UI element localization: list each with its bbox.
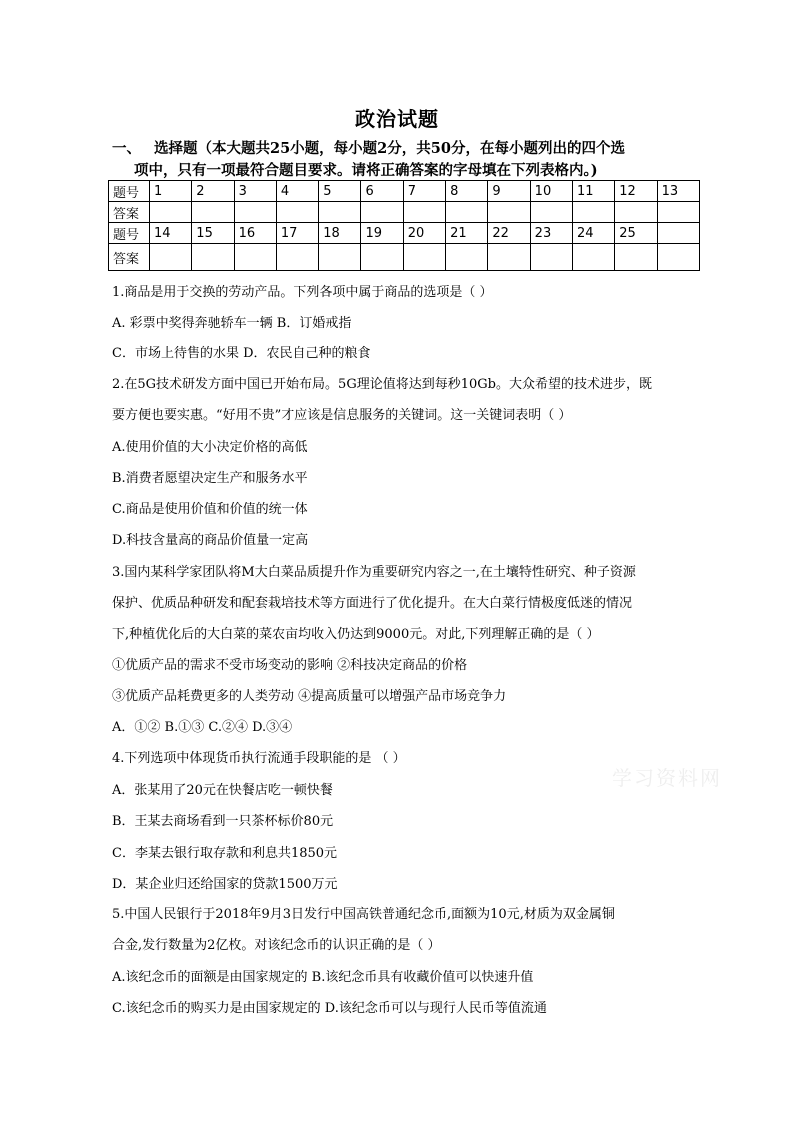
question-number-cell: 20: [403, 223, 445, 244]
answer-cell[interactable]: [488, 202, 530, 223]
answer-cell[interactable]: [192, 202, 234, 223]
question-number-cell: 19: [361, 223, 403, 244]
question-number-cell: 5: [319, 181, 361, 202]
question-number-cell: 1: [150, 181, 192, 202]
question-number-cell: 12: [615, 181, 657, 202]
table-row: [109, 202, 700, 223]
answer-cell[interactable]: [319, 202, 361, 223]
page-title: 政治试题: [355, 107, 439, 131]
answer-cell[interactable]: [572, 202, 614, 223]
answer-cell[interactable]: [615, 244, 657, 271]
question-5-stem-line1: 5.中国人民银行于2018年9月3日发行中国高铁普通纪念币,面额为10元,材质为双金属铜: [112, 907, 615, 922]
question-number-cell: 13: [657, 181, 699, 202]
question-number-cell: 15: [192, 223, 234, 244]
question-number-cell: 16: [234, 223, 276, 244]
answer-cell[interactable]: [657, 244, 699, 271]
answer-cell[interactable]: [403, 202, 445, 223]
question-3-statements-34: ③优质产品耗费更多的人类劳动 ④提高质量可以增强产品市场竞争力: [112, 689, 507, 704]
question-3-stem-line1: 3.国内某科学家团队将M大白菜品质提升作为重要研究内容之一,在土壤特性研究、种子资源: [112, 565, 636, 580]
answer-cell[interactable]: [572, 244, 614, 271]
question-5-options-ab: A.该纪念币的面额是由国家规定的 B.该纪念币具有收藏价值可以快速升值: [112, 970, 534, 985]
answer-cell[interactable]: [615, 202, 657, 223]
section-heading: [112, 138, 692, 160]
question-3-stem-line3: 下,种植优化后的大白菜的菜农亩均收入仍达到9000元。对此,下列理解正确的是（ ）: [112, 627, 600, 642]
answer-cell[interactable]: [361, 202, 403, 223]
question-4-option-a: A．张某用了20元在快餐店吃一顿快餐: [112, 783, 333, 798]
question-3-options: A．①② B.①③ C.②④ D.③④: [112, 720, 293, 735]
question-number-cell: [657, 223, 699, 244]
question-3-stem-line2: 保护、优质品种研发和配套栽培技术等方面进行了优化提升。在大白菜行情极度低迷的情况: [112, 596, 633, 611]
question-2-option-d: D.科技含量高的商品价值量一定高: [112, 533, 309, 548]
answer-label: 答案: [109, 202, 150, 223]
question-4-option-b: B．王某去商场看到一只茶杯标价80元: [112, 814, 334, 829]
question-number-cell: 18: [319, 223, 361, 244]
question-3-statements-12: ①优质产品的需求不受市场变动的影响 ②科技决定商品的价格: [112, 658, 468, 673]
question-number-cell: 7: [403, 181, 445, 202]
table-row: [109, 244, 700, 271]
question-5-options-cd: C.该纪念币的购买力是由国家规定的 D.该纪念币可以与现行人民币等值流通: [112, 1001, 547, 1016]
question-number-cell: 14: [150, 223, 192, 244]
answer-cell[interactable]: [446, 244, 488, 271]
question-number-cell: 25: [615, 223, 657, 244]
question-number-cell: 21: [446, 223, 488, 244]
answer-cell[interactable]: [192, 244, 234, 271]
answer-cell[interactable]: [234, 202, 276, 223]
question-4-stem: 4.下列选项中体现货币执行流通手段职能的是 （ ）: [112, 751, 406, 766]
section-number: 一、: [112, 140, 141, 157]
question-4-option-c: C．李某去银行取存款和利息共1850元: [112, 846, 338, 861]
question-1-options-cd: C．市场上待售的水果 D．农民自己种的粮食: [112, 346, 371, 361]
question-2-stem-line2: 要方便也要实惠。“好用不贵”才应该是信息服务的关键词。这一关键词表明（ ）: [112, 408, 572, 423]
question-number-cell: 9: [488, 181, 530, 202]
answer-cell[interactable]: [530, 202, 572, 223]
watermark: 学习资料网: [612, 766, 722, 790]
question-2-stem-line1: 2.在5G技术研发方面中国已开始布局。5G理论值将达到每秒10Gb。大众希望的技术进步，既: [112, 377, 652, 392]
answer-cell[interactable]: [150, 202, 192, 223]
question-5-stem-line2: 合金,发行数量为2亿枚。对该纪念币的认识正确的是（ ）: [112, 938, 441, 953]
answer-cell[interactable]: [488, 244, 530, 271]
question-2-option-a: A.使用价值的大小决定价格的高低: [112, 440, 308, 455]
question-2-option-c: C.商品是使用价值和价值的统一体: [112, 502, 308, 517]
answer-cell[interactable]: [234, 244, 276, 271]
question-1-stem: 1.商品是用于交换的劳动产品。下列各项中属于商品的选项是（ ）: [112, 285, 493, 300]
answer-cell[interactable]: [276, 244, 318, 271]
answer-cell[interactable]: [150, 244, 192, 271]
answer-cell[interactable]: [319, 244, 361, 271]
answer-cell[interactable]: [446, 202, 488, 223]
question-number-cell: 11: [572, 181, 614, 202]
question-number-label: 题号: [109, 223, 150, 244]
question-number-label: 题号: [109, 181, 150, 202]
table-row: [109, 181, 700, 202]
table-row: [109, 223, 700, 244]
answer-label: 答案: [109, 244, 150, 271]
answer-table: [108, 180, 700, 271]
question-number-cell: 22: [488, 223, 530, 244]
question-number-cell: 3: [234, 181, 276, 202]
question-number-cell: 23: [530, 223, 572, 244]
question-number-cell: 17: [276, 223, 318, 244]
answer-cell[interactable]: [276, 202, 318, 223]
question-1-options-ab: A. 彩票中奖得奔驰轿车一辆 B．订婚戒指: [112, 316, 352, 331]
answer-cell[interactable]: [530, 244, 572, 271]
question-number-cell: 4: [276, 181, 318, 202]
section-instructions-line1: 选择题（本大题共25小题，每小题2分，共50分，在每小题列出的四个选: [154, 140, 625, 157]
answer-cell[interactable]: [361, 244, 403, 271]
question-number-cell: 8: [446, 181, 488, 202]
question-number-cell: 10: [530, 181, 572, 202]
section-instructions-line2: 项中，只有一项最符合题目要求。请将正确答案的字母填在下列表格内。): [134, 162, 598, 179]
question-number-cell: 2: [192, 181, 234, 202]
question-2-option-b: B.消费者愿望决定生产和服务水平: [112, 471, 308, 486]
question-number-cell: 6: [361, 181, 403, 202]
question-4-option-d: D．某企业归还给国家的贷款1500万元: [112, 877, 338, 892]
answer-cell[interactable]: [403, 244, 445, 271]
answer-cell[interactable]: [657, 202, 699, 223]
question-number-cell: 24: [572, 223, 614, 244]
